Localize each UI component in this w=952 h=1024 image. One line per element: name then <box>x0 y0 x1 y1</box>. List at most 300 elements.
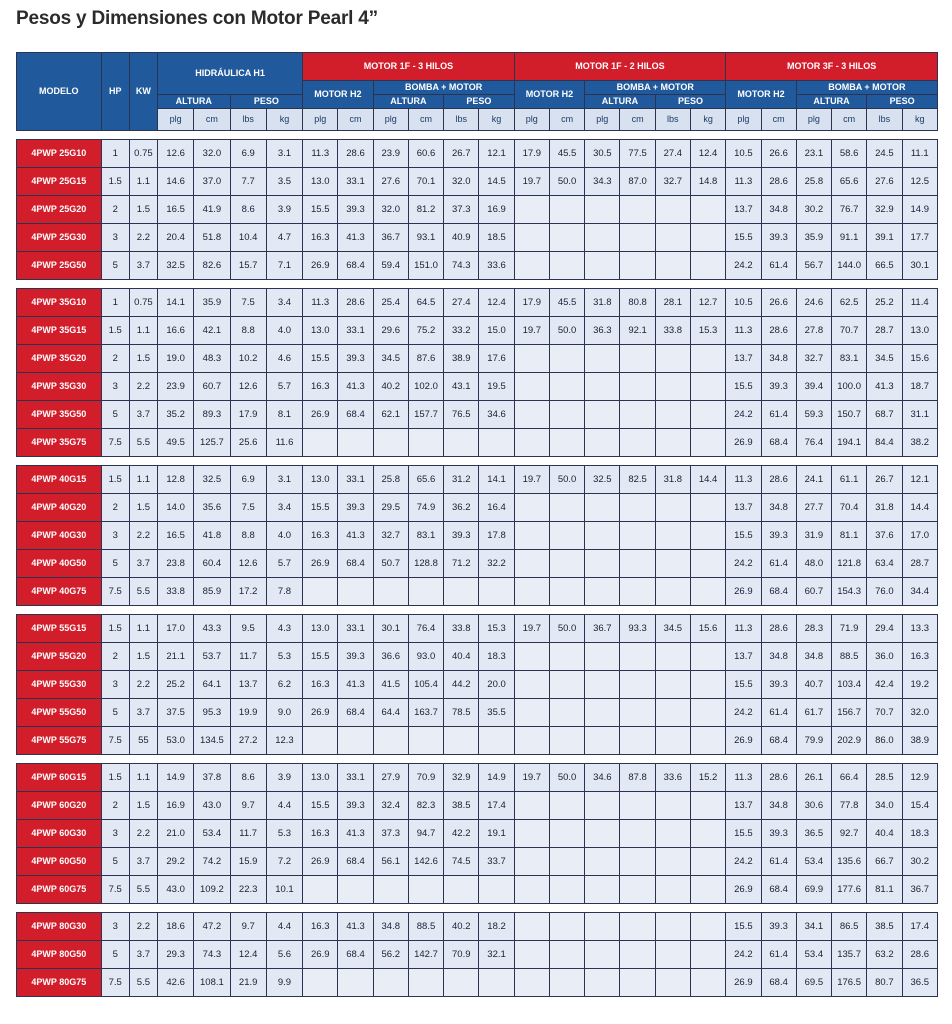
value-cell: 32.7 <box>373 522 408 550</box>
value-cell: 37.5 <box>158 699 194 727</box>
header-motor-1f-2: MOTOR 1F - 2 HILOS <box>514 53 726 81</box>
header-altura: ALTURA <box>796 95 867 109</box>
kw-cell: 2.2 <box>129 671 157 699</box>
value-cell: 32.4 <box>373 792 408 820</box>
specs-table <box>16 52 938 997</box>
value-cell: 39.3 <box>761 671 796 699</box>
unit-header: kg <box>690 109 725 131</box>
value-cell: 37.3 <box>373 820 408 848</box>
value-cell <box>585 792 620 820</box>
value-cell: 15.6 <box>690 615 725 643</box>
value-cell <box>444 429 479 457</box>
value-cell: 13.7 <box>230 671 266 699</box>
value-cell <box>655 671 690 699</box>
value-cell <box>479 727 514 755</box>
unit-header: cm <box>338 109 373 131</box>
value-cell: 24.2 <box>726 252 761 280</box>
value-cell <box>690 699 725 727</box>
value-cell: 34.0 <box>867 792 902 820</box>
value-cell <box>338 578 373 606</box>
header-motor-h2: MOTOR H2 <box>514 81 585 109</box>
value-cell: 26.7 <box>444 140 479 168</box>
value-cell: 26.9 <box>726 578 761 606</box>
value-cell: 50.0 <box>549 615 584 643</box>
value-cell: 27.9 <box>373 764 408 792</box>
model-cell: 4PWP 55G30 <box>17 671 102 699</box>
value-cell: 92.1 <box>620 317 655 345</box>
value-cell: 59.3 <box>796 401 831 429</box>
value-cell: 36.7 <box>585 615 620 643</box>
value-cell: 14.1 <box>158 289 194 317</box>
value-cell: 35.2 <box>158 401 194 429</box>
value-cell: 61.4 <box>761 941 796 969</box>
value-cell: 15.5 <box>726 373 761 401</box>
kw-cell: 1.5 <box>129 792 157 820</box>
value-cell <box>690 792 725 820</box>
value-cell: 128.8 <box>408 550 443 578</box>
value-cell: 48.3 <box>194 345 230 373</box>
value-cell: 69.9 <box>796 876 831 904</box>
unit-header: lbs <box>867 109 902 131</box>
value-cell <box>690 522 725 550</box>
value-cell: 24.2 <box>726 401 761 429</box>
unit-header: kg <box>902 109 938 131</box>
value-cell <box>514 494 549 522</box>
model-cell: 4PWP 25G15 <box>17 168 102 196</box>
value-cell <box>690 345 725 373</box>
value-cell: 27.6 <box>867 168 902 196</box>
unit-header: cm <box>549 109 584 131</box>
header-motor-3f-3: MOTOR 3F - 3 HILOS <box>726 53 938 81</box>
value-cell: 61.4 <box>761 401 796 429</box>
value-cell <box>585 941 620 969</box>
kw-cell: 2.2 <box>129 522 157 550</box>
value-cell <box>620 969 655 997</box>
value-cell: 31.9 <box>796 522 831 550</box>
value-cell <box>655 224 690 252</box>
value-cell: 26.9 <box>303 848 338 876</box>
value-cell: 31.8 <box>867 494 902 522</box>
value-cell <box>373 969 408 997</box>
table-row <box>17 429 938 457</box>
value-cell <box>655 941 690 969</box>
value-cell: 10.1 <box>266 876 302 904</box>
value-cell: 18.3 <box>479 643 514 671</box>
value-cell <box>479 876 514 904</box>
group-separator <box>17 606 938 615</box>
value-cell <box>549 373 584 401</box>
value-cell: 38.2 <box>902 429 938 457</box>
table-row <box>17 196 938 224</box>
value-cell: 34.5 <box>373 345 408 373</box>
value-cell: 9.7 <box>230 792 266 820</box>
value-cell: 157.7 <box>408 401 443 429</box>
hp-cell: 7.5 <box>101 876 129 904</box>
value-cell: 39.3 <box>761 373 796 401</box>
value-cell: 135.6 <box>832 848 867 876</box>
value-cell <box>549 429 584 457</box>
value-cell: 56.7 <box>796 252 831 280</box>
value-cell <box>620 429 655 457</box>
value-cell: 78.5 <box>444 699 479 727</box>
value-cell <box>408 429 443 457</box>
table-row <box>17 140 938 168</box>
value-cell <box>514 345 549 373</box>
value-cell: 7.7 <box>230 168 266 196</box>
unit-header: plg <box>585 109 620 131</box>
hp-cell: 1.5 <box>101 317 129 345</box>
value-cell: 14.1 <box>479 466 514 494</box>
value-cell: 3.9 <box>266 196 302 224</box>
value-cell: 53.4 <box>194 820 230 848</box>
hp-cell: 7.5 <box>101 969 129 997</box>
model-cell: 4PWP 55G20 <box>17 643 102 671</box>
value-cell: 42.6 <box>158 969 194 997</box>
value-cell: 5.7 <box>266 373 302 401</box>
value-cell <box>585 373 620 401</box>
value-cell: 61.4 <box>761 252 796 280</box>
value-cell: 26.9 <box>303 401 338 429</box>
value-cell: 48.0 <box>796 550 831 578</box>
value-cell <box>549 969 584 997</box>
hp-cell: 5 <box>101 401 129 429</box>
table-row <box>17 941 938 969</box>
hp-cell: 1.5 <box>101 466 129 494</box>
value-cell: 16.3 <box>303 913 338 941</box>
value-cell: 34.5 <box>867 345 902 373</box>
value-cell: 3.9 <box>266 764 302 792</box>
value-cell: 88.5 <box>832 643 867 671</box>
header-kw: KW <box>129 53 157 131</box>
header-hidraulica: HIDRÁULICA H1 <box>158 53 303 95</box>
value-cell: 15.5 <box>726 224 761 252</box>
value-cell: 13.0 <box>303 317 338 345</box>
table-row <box>17 671 938 699</box>
value-cell: 40.4 <box>444 643 479 671</box>
value-cell: 68.7 <box>867 401 902 429</box>
value-cell: 13.7 <box>726 494 761 522</box>
value-cell: 64.5 <box>408 289 443 317</box>
value-cell: 23.9 <box>158 373 194 401</box>
value-cell: 28.6 <box>761 764 796 792</box>
value-cell <box>549 252 584 280</box>
value-cell: 7.5 <box>230 289 266 317</box>
value-cell: 12.6 <box>230 550 266 578</box>
value-cell: 80.8 <box>620 289 655 317</box>
value-cell: 50.0 <box>549 317 584 345</box>
model-cell: 4PWP 80G30 <box>17 913 102 941</box>
kw-cell: 55 <box>129 727 157 755</box>
value-cell <box>514 941 549 969</box>
value-cell: 34.4 <box>902 578 938 606</box>
value-cell <box>514 848 549 876</box>
value-cell <box>690 727 725 755</box>
value-cell <box>620 848 655 876</box>
model-cell: 4PWP 60G30 <box>17 820 102 848</box>
value-cell: 68.4 <box>338 699 373 727</box>
value-cell <box>549 699 584 727</box>
value-cell: 16.9 <box>479 196 514 224</box>
value-cell: 11.3 <box>726 764 761 792</box>
header-motor-h2: MOTOR H2 <box>726 81 797 109</box>
value-cell <box>514 643 549 671</box>
table-row <box>17 252 938 280</box>
header-hp: HP <box>101 53 129 131</box>
value-cell <box>690 848 725 876</box>
value-cell: 36.5 <box>902 969 938 997</box>
value-cell: 19.7 <box>514 317 549 345</box>
value-cell: 11.4 <box>902 289 938 317</box>
value-cell <box>585 401 620 429</box>
hp-cell: 3 <box>101 820 129 848</box>
value-cell: 19.7 <box>514 466 549 494</box>
value-cell: 49.5 <box>158 429 194 457</box>
value-cell: 66.4 <box>832 764 867 792</box>
value-cell: 41.3 <box>338 522 373 550</box>
value-cell: 18.2 <box>479 913 514 941</box>
value-cell: 82.3 <box>408 792 443 820</box>
value-cell: 60.4 <box>194 550 230 578</box>
value-cell: 150.7 <box>832 401 867 429</box>
value-cell: 68.4 <box>338 550 373 578</box>
model-cell: 4PWP 40G30 <box>17 522 102 550</box>
model-cell: 4PWP 80G50 <box>17 941 102 969</box>
table-row <box>17 792 938 820</box>
value-cell: 61.4 <box>761 550 796 578</box>
value-cell: 134.5 <box>194 727 230 755</box>
header-bomba-motor: BOMBA + MOTOR <box>796 81 937 95</box>
value-cell: 36.2 <box>444 494 479 522</box>
value-cell <box>444 876 479 904</box>
value-cell: 32.0 <box>444 168 479 196</box>
value-cell <box>655 848 690 876</box>
value-cell: 62.5 <box>832 289 867 317</box>
hp-cell: 1 <box>101 289 129 317</box>
value-cell: 20.0 <box>479 671 514 699</box>
kw-cell: 0.75 <box>129 289 157 317</box>
value-cell: 18.3 <box>902 820 938 848</box>
value-cell: 6.9 <box>230 466 266 494</box>
table-row <box>17 401 938 429</box>
value-cell <box>620 252 655 280</box>
value-cell: 41.5 <box>373 671 408 699</box>
value-cell <box>620 522 655 550</box>
value-cell: 11.3 <box>726 168 761 196</box>
value-cell: 32.2 <box>479 550 514 578</box>
model-cell: 4PWP 40G50 <box>17 550 102 578</box>
value-cell: 53.0 <box>158 727 194 755</box>
value-cell: 3.1 <box>266 140 302 168</box>
value-cell <box>620 373 655 401</box>
value-cell: 34.6 <box>585 764 620 792</box>
value-cell: 12.9 <box>902 764 938 792</box>
value-cell: 16.3 <box>303 820 338 848</box>
value-cell: 25.2 <box>158 671 194 699</box>
value-cell: 39.3 <box>338 792 373 820</box>
value-cell: 31.8 <box>655 466 690 494</box>
value-cell: 36.3 <box>585 317 620 345</box>
value-cell: 12.4 <box>479 289 514 317</box>
value-cell <box>585 494 620 522</box>
value-cell <box>338 429 373 457</box>
value-cell <box>549 401 584 429</box>
value-cell: 37.0 <box>194 168 230 196</box>
model-cell: 4PWP 40G15 <box>17 466 102 494</box>
value-cell: 17.4 <box>479 792 514 820</box>
value-cell: 26.6 <box>761 140 796 168</box>
value-cell: 33.1 <box>338 466 373 494</box>
value-cell: 19.7 <box>514 168 549 196</box>
kw-cell: 5.5 <box>129 876 157 904</box>
table-header <box>17 53 938 131</box>
value-cell: 26.9 <box>726 727 761 755</box>
value-cell: 35.9 <box>796 224 831 252</box>
kw-cell: 5.5 <box>129 429 157 457</box>
value-cell: 9.5 <box>230 615 266 643</box>
value-cell: 6.2 <box>266 671 302 699</box>
model-cell: 4PWP 60G20 <box>17 792 102 820</box>
value-cell: 28.6 <box>761 466 796 494</box>
value-cell <box>585 913 620 941</box>
hp-cell: 1 <box>101 140 129 168</box>
value-cell <box>620 643 655 671</box>
value-cell <box>373 727 408 755</box>
value-cell: 17.0 <box>158 615 194 643</box>
value-cell: 39.3 <box>761 913 796 941</box>
value-cell: 15.4 <box>902 792 938 820</box>
value-cell: 102.0 <box>408 373 443 401</box>
value-cell: 17.2 <box>230 578 266 606</box>
table-row <box>17 224 938 252</box>
value-cell: 4.4 <box>266 913 302 941</box>
value-cell: 43.0 <box>158 876 194 904</box>
value-cell <box>479 969 514 997</box>
kw-cell: 1.5 <box>129 643 157 671</box>
page-title: Pesos y Dimensiones con Motor Pearl 4” <box>16 8 378 29</box>
value-cell <box>373 578 408 606</box>
value-cell: 125.7 <box>194 429 230 457</box>
value-cell: 74.9 <box>408 494 443 522</box>
value-cell: 19.5 <box>479 373 514 401</box>
value-cell <box>585 848 620 876</box>
value-cell: 88.5 <box>408 913 443 941</box>
value-cell: 61.4 <box>761 848 796 876</box>
value-cell: 32.5 <box>585 466 620 494</box>
value-cell: 3.5 <box>266 168 302 196</box>
value-cell: 16.6 <box>158 317 194 345</box>
value-cell: 68.4 <box>761 969 796 997</box>
value-cell: 36.6 <box>373 643 408 671</box>
value-cell: 45.5 <box>549 289 584 317</box>
value-cell: 76.4 <box>408 615 443 643</box>
value-cell: 23.1 <box>796 140 831 168</box>
table-row <box>17 550 938 578</box>
group-separator <box>17 457 938 466</box>
value-cell: 19.2 <box>902 671 938 699</box>
value-cell: 11.3 <box>303 289 338 317</box>
value-cell: 135.7 <box>832 941 867 969</box>
value-cell: 64.4 <box>373 699 408 727</box>
value-cell: 16.5 <box>158 196 194 224</box>
value-cell <box>514 727 549 755</box>
value-cell <box>514 550 549 578</box>
table-row <box>17 615 938 643</box>
value-cell: 33.2 <box>444 317 479 345</box>
model-cell: 4PWP 60G75 <box>17 876 102 904</box>
value-cell <box>514 699 549 727</box>
value-cell <box>408 727 443 755</box>
kw-cell: 1.1 <box>129 615 157 643</box>
value-cell: 66.5 <box>867 252 902 280</box>
value-cell: 14.9 <box>158 764 194 792</box>
model-cell: 4PWP 55G75 <box>17 727 102 755</box>
value-cell: 68.4 <box>761 727 796 755</box>
value-cell <box>338 727 373 755</box>
value-cell <box>585 429 620 457</box>
value-cell: 13.7 <box>726 643 761 671</box>
value-cell: 41.9 <box>194 196 230 224</box>
value-cell <box>444 578 479 606</box>
value-cell: 70.9 <box>408 764 443 792</box>
value-cell: 142.6 <box>408 848 443 876</box>
value-cell: 16.3 <box>902 643 938 671</box>
value-cell: 15.9 <box>230 848 266 876</box>
value-cell <box>655 913 690 941</box>
value-cell <box>549 345 584 373</box>
kw-cell: 1.1 <box>129 168 157 196</box>
value-cell: 34.6 <box>479 401 514 429</box>
value-cell: 38.5 <box>867 913 902 941</box>
value-cell: 33.1 <box>338 615 373 643</box>
value-cell: 64.1 <box>194 671 230 699</box>
value-cell: 17.7 <box>902 224 938 252</box>
value-cell: 13.7 <box>726 345 761 373</box>
table-row <box>17 913 938 941</box>
header-motor-1f-3: MOTOR 1F - 3 HILOS <box>303 53 515 81</box>
value-cell <box>690 643 725 671</box>
value-cell: 43.3 <box>194 615 230 643</box>
table-row <box>17 969 938 997</box>
unit-header: cm <box>194 109 230 131</box>
value-cell <box>373 876 408 904</box>
value-cell: 151.0 <box>408 252 443 280</box>
kw-cell: 1.1 <box>129 764 157 792</box>
value-cell <box>655 252 690 280</box>
value-cell <box>655 373 690 401</box>
value-cell <box>549 876 584 904</box>
value-cell: 28.6 <box>338 289 373 317</box>
value-cell: 40.7 <box>796 671 831 699</box>
value-cell: 32.5 <box>194 466 230 494</box>
value-cell: 26.9 <box>303 699 338 727</box>
kw-cell: 3.7 <box>129 401 157 429</box>
value-cell <box>690 969 725 997</box>
value-cell: 121.8 <box>832 550 867 578</box>
value-cell: 9.7 <box>230 913 266 941</box>
value-cell: 24.2 <box>726 699 761 727</box>
header-peso: PESO <box>444 95 515 109</box>
table-row <box>17 373 938 401</box>
kw-cell: 1.5 <box>129 494 157 522</box>
value-cell: 3.1 <box>266 466 302 494</box>
value-cell: 33.1 <box>338 764 373 792</box>
value-cell <box>514 792 549 820</box>
value-cell: 10.5 <box>726 140 761 168</box>
value-cell <box>585 196 620 224</box>
value-cell <box>585 969 620 997</box>
value-cell <box>514 373 549 401</box>
value-cell: 70.4 <box>832 494 867 522</box>
